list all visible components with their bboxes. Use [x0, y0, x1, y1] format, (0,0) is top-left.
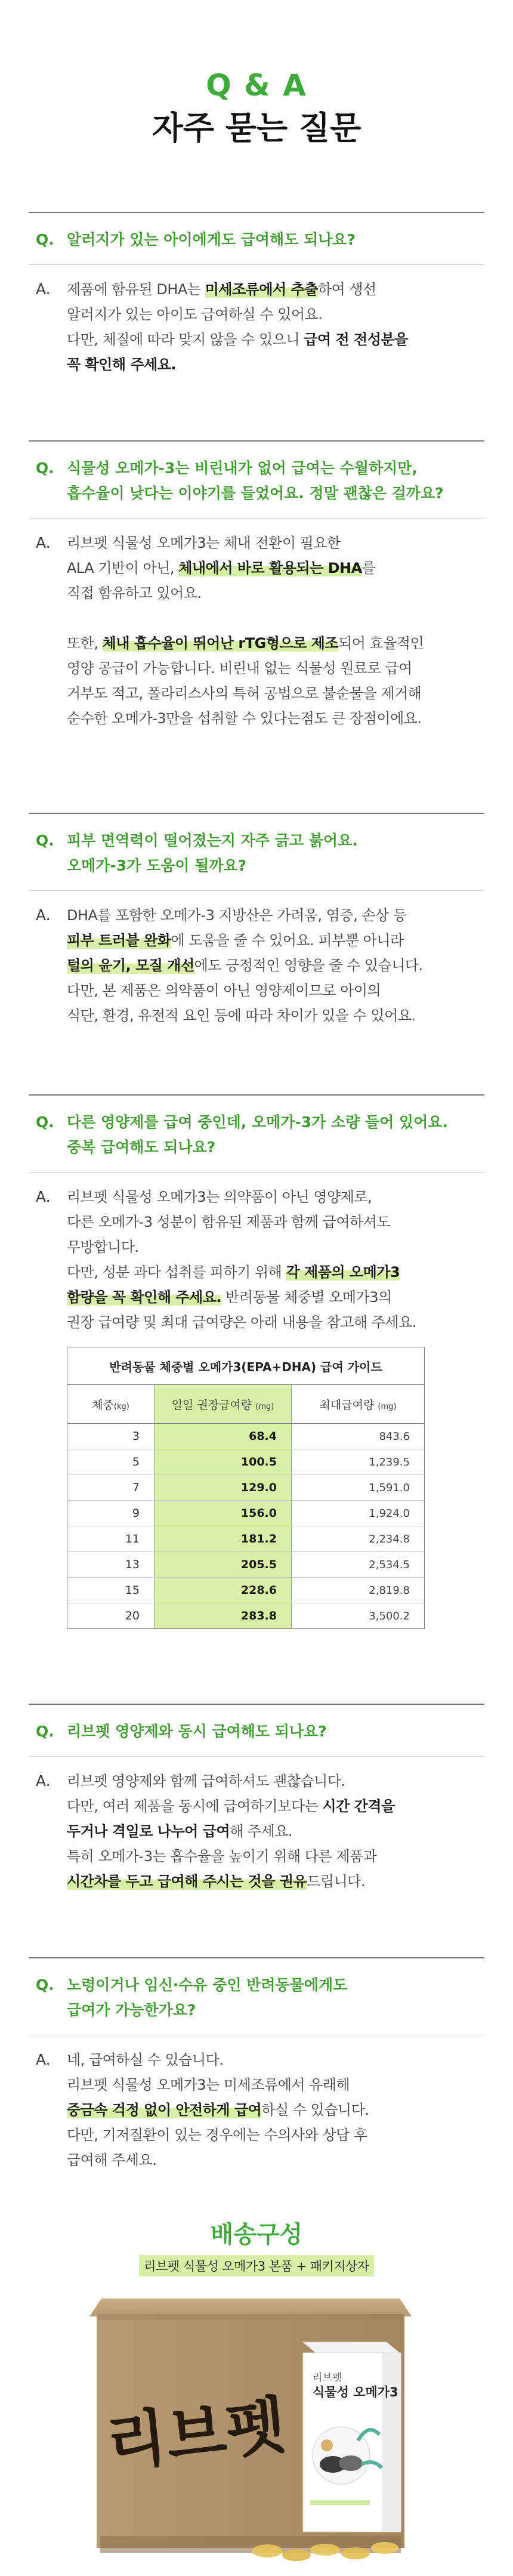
answer-emphasis: 미세조류에서 추출: [205, 281, 318, 298]
shipping-title: 배송구성: [210, 2221, 303, 2248]
page-title: 자주 묻는 질문: [152, 109, 361, 147]
answer-line: [67, 978, 423, 1003]
answer-line: [67, 1210, 425, 1235]
answer-line: [67, 327, 408, 352]
answer-text: 무방합니다.: [67, 1239, 139, 1255]
answer-line: [67, 556, 424, 581]
a-label: A.: [36, 906, 51, 924]
cell-recommended: 283.8: [154, 1603, 292, 1629]
table-row: [67, 1475, 425, 1501]
answer-emphasis: 두거나 격일로 나누어 급여: [67, 1823, 230, 1840]
product-brand: 리브펫: [313, 2372, 342, 2384]
answer-text: 드립니다.: [307, 1873, 366, 1890]
answer-emphasis: 털의 윤기, 모질 개선: [67, 957, 194, 974]
cell-max: 1,239.5: [292, 1449, 425, 1475]
faq-question: 피부 면역력이 떨어졌는지 자주 긁고 붉어요. 오메가-3가 도움이 될까요?: [67, 832, 358, 874]
product-box: [303, 2342, 401, 2532]
answer-line: [67, 706, 424, 731]
answer-text: 식단, 환경, 유전적 요인 등에 따라 차이가 있을 수 있어요.: [67, 1007, 416, 1024]
answer-text: 영양 공급이 가능합니다. 비린내 없는 식물성 원료로 급여: [67, 660, 412, 677]
faq-item-6: [29, 1957, 484, 2173]
answer-text: 네, 급여하실 수 있습니다.: [67, 2051, 224, 2068]
faq-question: 알러지가 있는 아이에게도 급여해도 되나요?: [67, 231, 356, 248]
a-label: A.: [36, 1772, 51, 1790]
answer-text: 순수한 오메가-3만을 섭취할 수 있다는점도 큰 장점이에요.: [67, 710, 422, 727]
answer-text: 급여해 주세요.: [67, 2152, 157, 2168]
faq-question: 노령이거나 임신·수유 중인 반려동물에게도 급여가 가능한가요?: [67, 1976, 348, 2019]
answer-text: 다만, 본 제품은 의약품이 아닌 영양제이므로 아이의: [67, 982, 381, 999]
answer-line: [67, 581, 424, 606]
cell-recommended: 156.0: [154, 1501, 292, 1526]
a-label: A.: [36, 280, 51, 298]
answer-text: 다만, 기저질환이 있는 경우에는 수의사와 상담 후: [67, 2127, 367, 2143]
table-row: [67, 1424, 425, 1449]
answer-line: [67, 2047, 369, 2072]
answer-text: 리브펫 영양제와 함께 급여하셔도 괜찮습니다.: [67, 1773, 345, 1790]
box-logo-text: 리브펫: [103, 2388, 290, 2480]
table-row: [67, 1552, 425, 1578]
omega3-guide-table: [67, 1347, 425, 1629]
answer-line: [67, 1184, 425, 1210]
cell-weight: 7: [67, 1475, 154, 1501]
col-header-weight: 체중(kg): [67, 1385, 154, 1424]
answer-emphasis: 꼭 확인해 주세요.: [67, 356, 177, 373]
a-label: A.: [36, 1188, 51, 1205]
answer-text: 특히 오메가-3는 흡수율을 높이기 위해 다른 제품과: [67, 1848, 377, 1865]
cell-recommended: 205.5: [154, 1552, 292, 1578]
cell-weight: 15: [67, 1578, 154, 1603]
cell-max: 3,500.2: [369, 1609, 410, 1622]
shipping-section: [0, 2221, 513, 2480]
answer-line: [67, 2148, 369, 2173]
q-label: Q.: [36, 1723, 54, 1740]
answer-line: [67, 2097, 369, 2122]
answer-text: 다만, 체질에 따라 맞지 않을 수 있으니: [67, 331, 304, 348]
answer-emphasis: 급여 전 전성분을: [304, 331, 408, 348]
answer-line: [67, 530, 424, 556]
answer-line: [67, 903, 423, 928]
answer-text: 하여 생선: [317, 281, 376, 298]
table-row: [67, 1603, 425, 1629]
faq-answer: [67, 1184, 425, 1335]
answer-line: [67, 1285, 425, 1310]
answer-text: ALA 기반이 아닌,: [67, 560, 179, 576]
cell-weight: 11: [67, 1526, 154, 1552]
cell-weight: 9: [67, 1501, 154, 1526]
faq-answer: [67, 530, 424, 731]
faq-answer: [67, 277, 408, 377]
cell-weight: 13: [67, 1552, 154, 1578]
answer-emphasis: 시간차를 두고 급여해 주시는 것을 권유: [67, 1873, 307, 1890]
faq-question: 식물성 오메가-3는 비린내가 없어 급여는 수월하지만, 흡수율이 낮다는 이야기를 들었어요. 정말 괜찮은 걸까요?: [67, 459, 444, 502]
faq-answer: [67, 1769, 395, 1894]
faq-question: 다른 영양제를 급여 중인데, 오메가-3가 소량 들어 있어요. 중복 급여해도 되나요?: [67, 1113, 448, 1156]
faq-item-5: [29, 1704, 484, 1894]
cell-recommended: 68.4: [154, 1424, 292, 1449]
page-header: [0, 0, 513, 147]
answer-line: [67, 1260, 425, 1285]
answer-line: [67, 681, 424, 706]
cell-recommended: 129.0: [154, 1475, 292, 1501]
q-label: Q.: [36, 459, 54, 477]
package-illustration: [0, 2285, 513, 2576]
answer-line: [67, 1235, 425, 1260]
answer-emphasis: 각 제품의 오메가3: [286, 1264, 400, 1281]
answer-text: 해 주세요.: [230, 1823, 293, 1840]
cell-weight: 20: [125, 1609, 140, 1622]
answer-text: 되어 효율적인: [338, 635, 424, 652]
q-label: Q.: [36, 832, 54, 849]
faq-question: 리브펫 영양제와 동시 급여해도 되나요?: [67, 1723, 327, 1740]
cell-weight: 5: [67, 1449, 154, 1475]
answer-text: 리브펫 식물성 오메가3는 체내 전환이 필요한: [67, 535, 341, 551]
shipping-subtitle: 리브펫 식물성 오메가3 본품 + 패키지상자: [139, 2255, 373, 2276]
cell-max: 1,591.0: [292, 1475, 425, 1501]
answer-line: [67, 1844, 395, 1869]
qa-mark: Q & A: [206, 68, 307, 103]
answer-text: 다만, 성분 과다 섭취를 피하기 위해: [67, 1264, 286, 1281]
answer-line: [67, 1003, 423, 1028]
answer-line: [67, 2122, 369, 2148]
col-header-max: 최대급여량 (mg): [292, 1385, 425, 1424]
faq-item-1: [29, 212, 484, 377]
faq-item-2: [29, 440, 484, 731]
answer-line: [67, 631, 424, 656]
answer-line: [67, 1819, 395, 1844]
cell-weight: 3: [67, 1424, 154, 1449]
answer-line: [67, 302, 408, 327]
answer-emphasis: 체내에서 바로 활용되는 DHA: [178, 560, 362, 576]
answer-emphasis: 중금속 걱정 없이 안전하게 급여: [67, 2102, 262, 2118]
cell-recommended: 100.5: [154, 1449, 292, 1475]
cell-max: 2,819.8: [292, 1578, 425, 1603]
answer-line: [67, 1869, 395, 1894]
answer-line: [67, 1769, 395, 1794]
cell-max: 843.6: [292, 1424, 425, 1449]
q-label: Q.: [36, 1113, 54, 1131]
answer-text: 리브펫 식물성 오메가3는 미세조류에서 유래해: [67, 2077, 350, 2093]
table-row: [67, 1526, 425, 1552]
answer-line: [67, 656, 424, 681]
answer-text: 또한,: [67, 635, 103, 652]
faq-answer: [67, 903, 423, 1028]
answer-text: 직접 함유하고 있어요.: [67, 585, 202, 601]
cell-max: 2,534.5: [292, 1552, 425, 1578]
answer-text: 알러지가 있는 아이도 급여하실 수 있어요.: [67, 306, 323, 323]
product-name: 식물성 오메가3: [313, 2385, 398, 2399]
q-label: Q.: [36, 1976, 54, 1994]
cell-max: 1,924.0: [292, 1501, 425, 1526]
answer-text: 하실 수 있습니다.: [261, 2102, 369, 2118]
table-caption: 반려동물 체중별 오메가3(EPA+DHA) 급여 가이드: [67, 1347, 425, 1385]
answer-emphasis: 함량을 꼭 확인해 주세요.: [67, 1289, 222, 1306]
q-label: Q.: [36, 231, 54, 248]
answer-text: 제품에 함유된 DHA는: [67, 281, 205, 298]
a-label: A.: [36, 534, 51, 551]
answer-line: [67, 352, 408, 377]
col-header-recommended: 일일 권장급여량 (mg): [154, 1385, 292, 1424]
table-row: [67, 1578, 425, 1603]
faq-answer: [67, 2047, 369, 2173]
cell-recommended: 228.6: [154, 1578, 292, 1603]
answer-line: [67, 953, 423, 978]
answer-line: [67, 928, 423, 953]
answer-line: [67, 1794, 395, 1819]
answer-text: 권장 급여량 및 최대 급여량은 아래 내용을 참고해 주세요.: [67, 1314, 416, 1331]
faq-item-3: [29, 813, 484, 1028]
answer-text: 반려동물 체중별 오메가3의: [221, 1289, 392, 1306]
answer-emphasis: 피부 트러블 완화: [67, 932, 171, 949]
answer-line: [67, 1310, 425, 1335]
answer-line: [67, 277, 408, 302]
answer-text: 거부도 적고, 폴라리스사의 특허 공법으로 불순물을 제거해: [67, 685, 422, 702]
answer-emphasis: 체내 흡수율이 뛰어난 rTG형으로 제조: [102, 635, 339, 652]
table-row: [67, 1501, 425, 1526]
answer-text: 다만, 여러 제품을 동시에 급여하기보다는: [67, 1798, 323, 1815]
answer-emphasis: 시간 간격을: [322, 1798, 395, 1815]
answer-line: [67, 2072, 369, 2097]
answer-gap: [67, 606, 424, 631]
a-label: A.: [36, 2051, 51, 2068]
faq-item-4: [29, 1094, 484, 1629]
answer-text: 다른 오메가-3 성분이 함유된 제품과 함께 급여하셔도: [67, 1214, 391, 1230]
cell-max: 2,234.8: [292, 1526, 425, 1552]
answer-text: 에도 긍정적인 영향을 줄 수 있습니다.: [194, 957, 423, 974]
cell-recommended: 181.2: [154, 1526, 292, 1552]
answer-text: DHA를 포함한 오메가-3 지방산은 가려움, 염증, 손상 등: [67, 907, 407, 924]
answer-text: 리브펫 식물성 오메가3는 의약품이 아닌 영양제로,: [67, 1189, 372, 1205]
answer-text: 에 도움을 줄 수 있어요. 피부뿐 아니라: [171, 932, 404, 949]
answer-text: 를: [361, 560, 376, 576]
table-row: [67, 1449, 425, 1475]
